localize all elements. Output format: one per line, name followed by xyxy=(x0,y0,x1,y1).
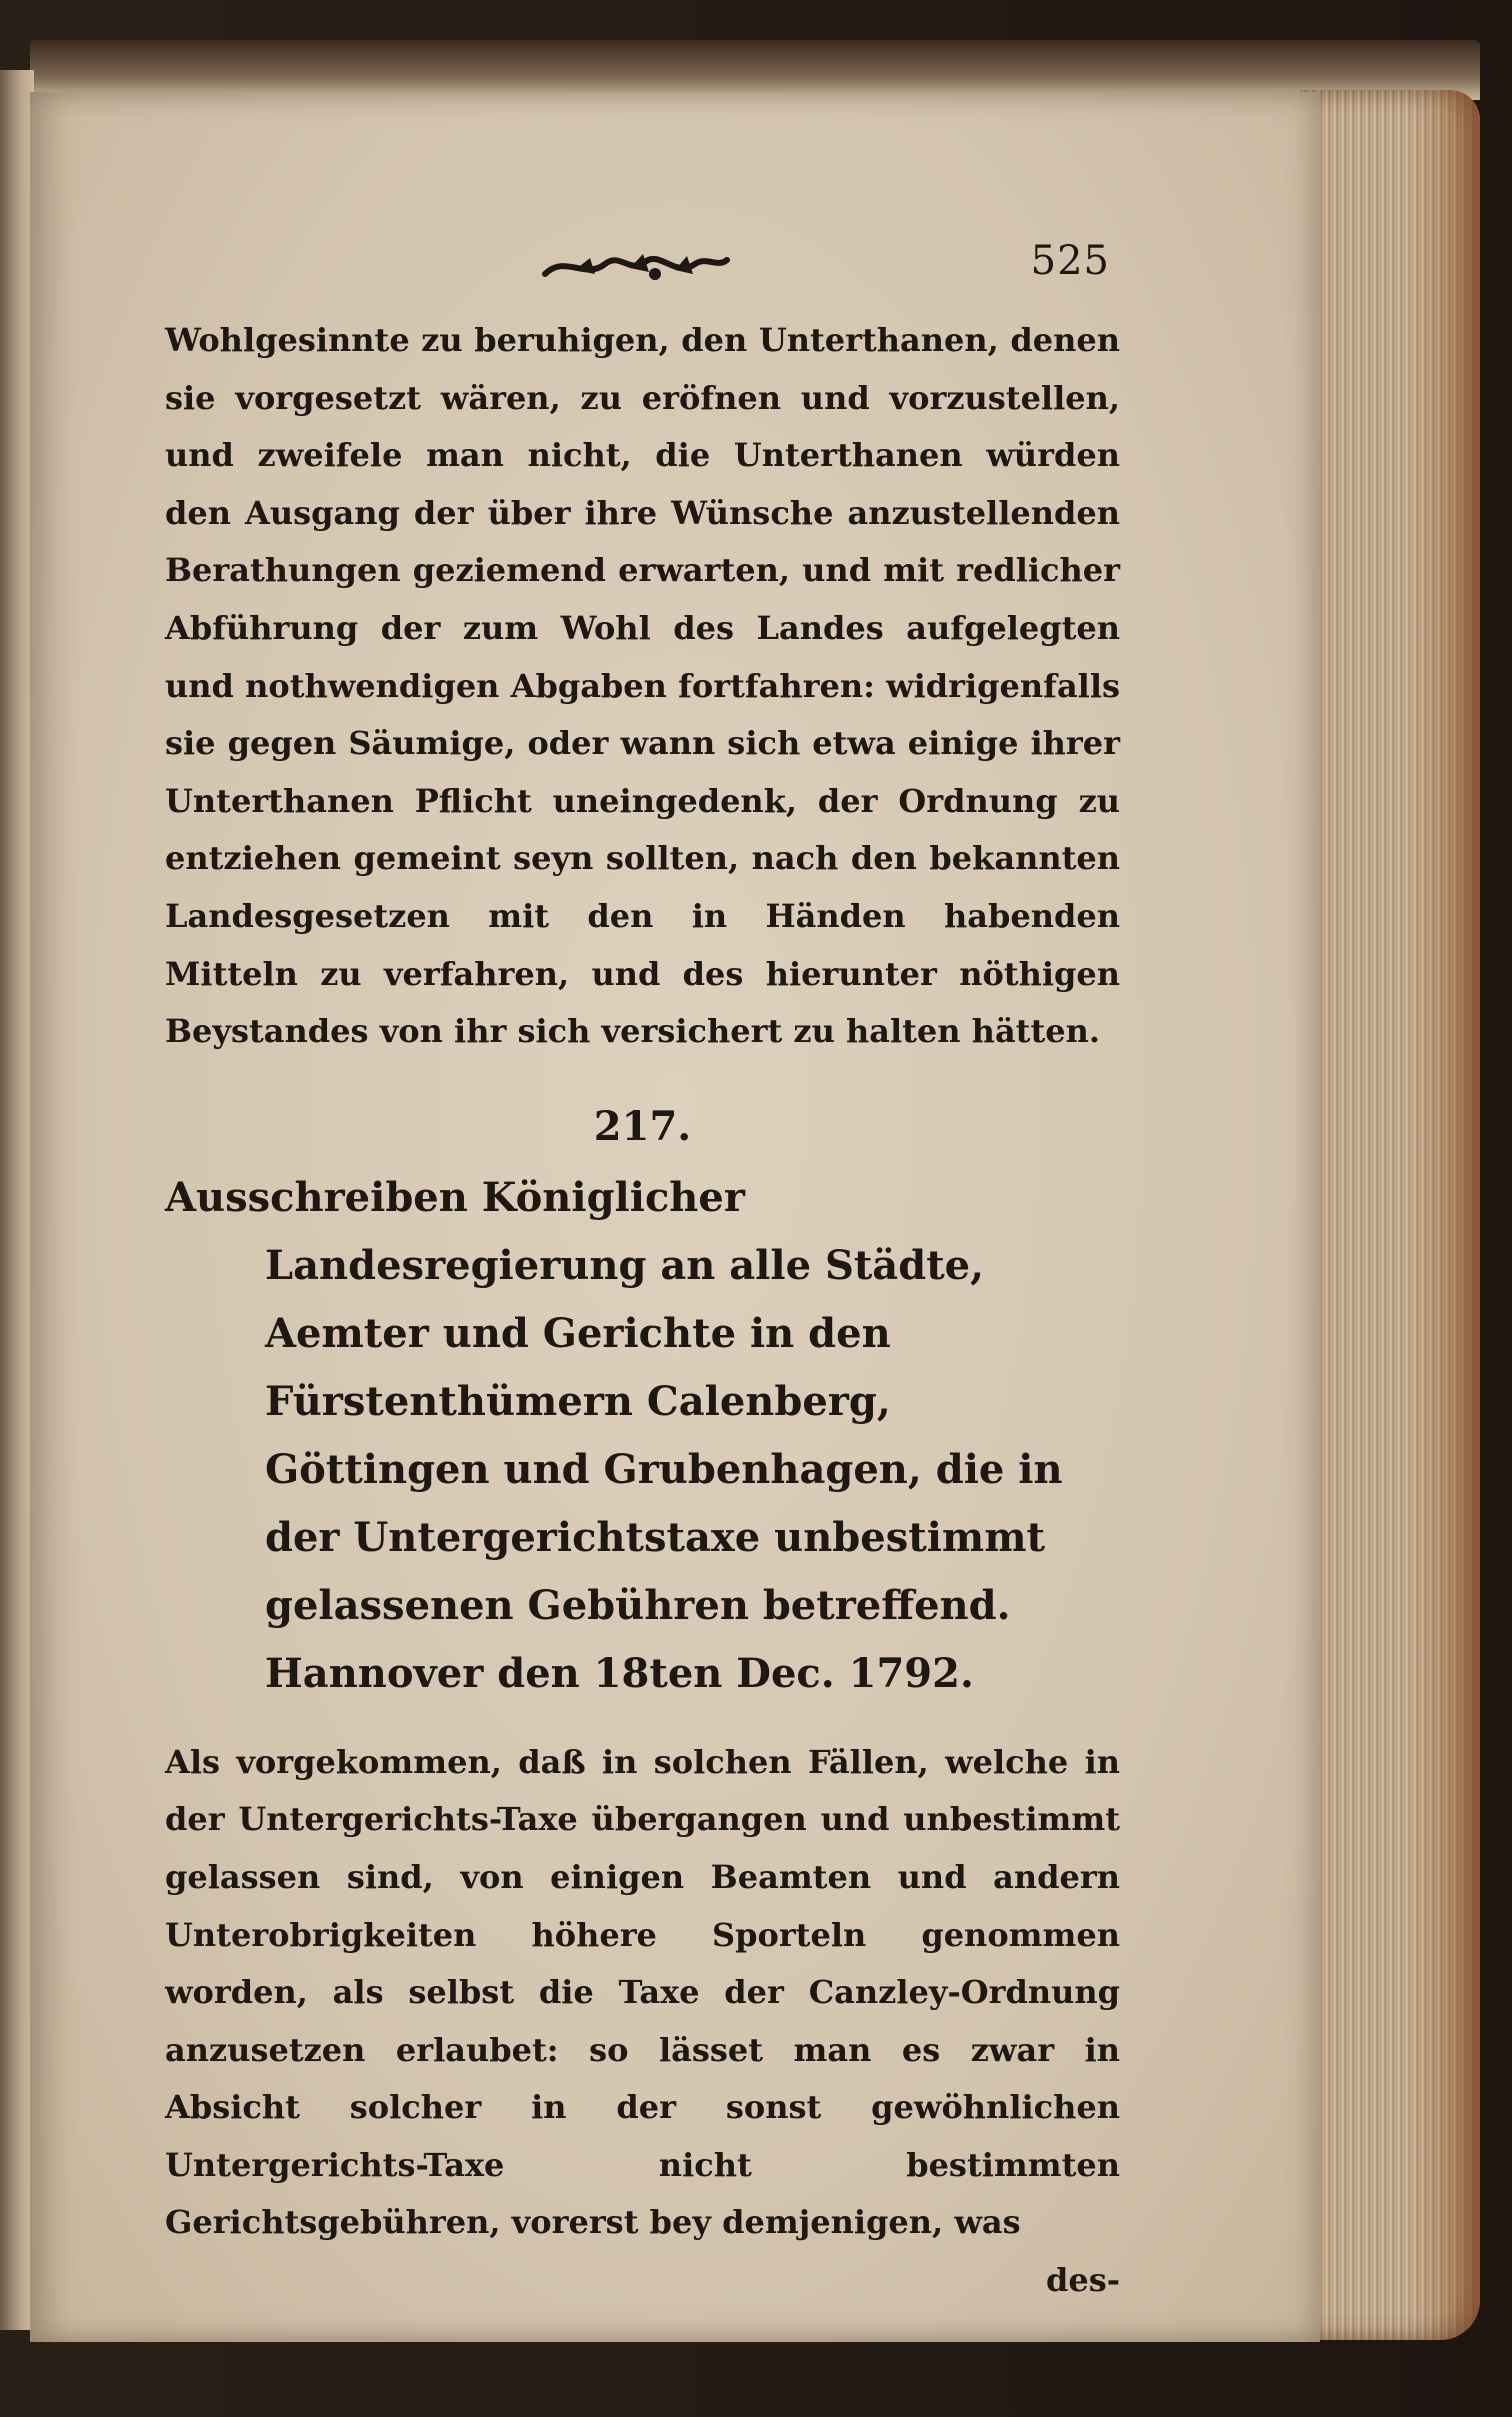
page-block-edge xyxy=(1300,90,1480,2340)
section-title: Ausschreiben Königlicher Landesregierung an alle Städte, Aemter und Gerichte in den Fürstenthümern Calenberg, Göttingen und Grubenhagen, die in der Untergerichtstaxe unbestimmt gelassenen Gebühren betreffend. Hannover den 18ten Dec. 1792. xyxy=(165,1173,1063,1697)
page-header xyxy=(165,230,1120,310)
page-content xyxy=(165,230,1120,2310)
book-top-edge xyxy=(30,40,1480,100)
page-number: 525 xyxy=(1030,238,1110,284)
section-body: Als vorgekommen, daß in solchen Fällen, welche in der Untergerichts-Taxe übergangen und unbestimmt gelassen sind, von einigen Beamten und andern Unterobrigkeiten höhere Sporteln genommen worden, als selbst die Taxe der Canzley-Ordnung anzusetzen erlaubet: so lässet man es zwar in Absicht solcher in der sonst gewöhnlichen Untergerichts-Taxe nicht bestimmten Gerichtsgebühren, vorerst bey demjenigen, was xyxy=(165,1742,1120,2242)
facing-page-edge xyxy=(0,70,34,2330)
vine-ornament-icon xyxy=(535,244,735,288)
catchword: des- xyxy=(1045,2261,1120,2300)
paragraph-continuation: Wohlgesinnte zu beruhigen, den Unterthanen, denen sie vorgesetzt wären, zu eröfnen und vorzustellen, und zweifele man nicht, die Unterthanen würden den Ausgang der über ihre Wünsche anzustellenden Berathungen geziemend erwarten, und mit redlicher Abführung der zum Wohl des Landes aufgelegten und nothwendigen Abgaben fortfahren: widrigenfalls sie gegen Säumige, oder wann sich etwa einige ihrer Unterthanen Pflicht uneingedenk, der Ordnung zu entziehen gemeint seyn sollten, nach den bekannten Landesgesetzen mit den in Händen habenden Mitteln zu verfahren, und des hierunter nöthigen Beystandes von ihr sich versichert zu halten hätten. xyxy=(165,321,1120,1051)
page-edge-stain xyxy=(1410,90,1480,2340)
section-number: 217. xyxy=(593,1102,692,1150)
